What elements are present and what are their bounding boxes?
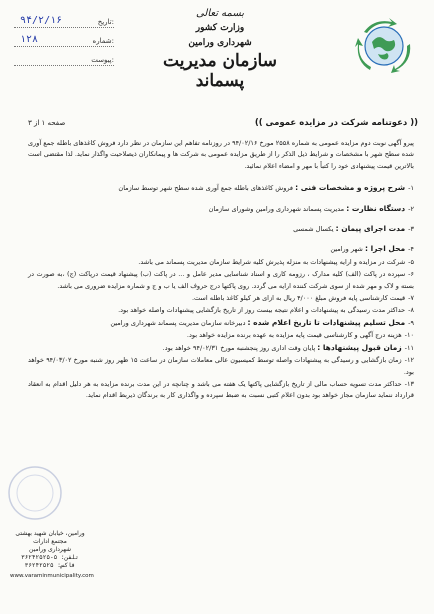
item-text: شرکت در مزایده و ارایه پیشنهادات به منزله پذیرش کلیه شرایط سازمان مدیریت پسماند می باشد. [138, 257, 406, 266]
number-value: ۱۲۸ [20, 34, 39, 45]
list-item [28, 223, 414, 235]
bismillah: بسمه تعالی [195, 8, 245, 19]
item-label: مدت اجرای پیمان : [335, 224, 406, 234]
number-row [14, 31, 114, 47]
list-item [28, 292, 414, 304]
list-item [28, 317, 414, 329]
item-number: ۱۱- [404, 343, 414, 352]
list-item [28, 182, 414, 194]
phone-number: تلفن: ۵-۳۶۲۴۲۵۲۵ [21, 554, 79, 561]
item-number: ۶- [408, 270, 414, 279]
item-number: ۵- [408, 257, 414, 266]
item-label: محل اجرا : [364, 244, 406, 254]
address-line-1: ورامین، خیابان شهید بهشتی [15, 530, 85, 537]
list-item [28, 256, 414, 268]
item-text: قیمت کارشناسی پایه فروش مبلغ ۴/۰۰۰ ریال به ازای هر کیلو کاغذ باطله است. [191, 294, 406, 303]
recycle-globe-logo [352, 14, 416, 78]
item-number: ۸- [408, 306, 414, 315]
intro-paragraph: پیرو آگهی نوبت دوم مزایده عمومی به شماره ۲۵۵۸ مورخ ۹۴/۰۲/۱۶ در روزنامه تفاهم این سازمان در نظر دارد فروش کاغذهای باطله جمع آوری شده سطح شهر با مشخصات و شرایط ذیل الذکر را از طریق مزایده عمومی به شرکت ها و پیمانکاران ذیصلاحیت واگذار نماید. لذا مقتضی است بالاترین قیمت پیشنهادی خود را کتباً با مهر و امضاء اعلام نمائید. [28, 139, 414, 170]
letterhead [140, 6, 300, 96]
ministry-line-1: وزارت کشور [195, 23, 245, 33]
list-item [28, 203, 414, 215]
ministry-line-2: شهرداری ورامین [188, 38, 252, 48]
item-text: دبیرخانه سازمان مدیریت پسماند شهرداری ورامین [110, 318, 248, 327]
item-text: پایان وقت اداری روز پنجشنبه مورخ ۹۴/۰۲/۳۱ خواهد بود. [162, 343, 318, 352]
date-row [14, 12, 114, 28]
item-text: یکسال شمسی [293, 225, 336, 234]
item-label: شرح پروژه و مشخصات فنی : [295, 183, 406, 193]
item-number: ۲- [408, 204, 414, 213]
date-value: ۹۴/۲/۱۶ [20, 15, 63, 26]
website-link[interactable]: www.varaminmunicipality.com [10, 573, 94, 579]
list-item [28, 329, 414, 341]
item-text: شهر ورامین [330, 245, 365, 254]
item-number: ۱۰- [404, 331, 414, 340]
item-number: ۷- [408, 294, 414, 303]
item-label: محل تسلیم پیشنهادات تا تاریخ اعلام شده : [247, 317, 406, 327]
item-text: هزینه درج آگهی و کارشناسی قیمت پایه مزایده به عهده برنده مزایده خواهد بود. [186, 331, 402, 340]
fax-number: فاکس: ۳۶۲۴۲۵۲۵ [24, 562, 76, 569]
organization-name: سازمان مدیریت پسماند [163, 51, 277, 91]
list-item [28, 268, 414, 292]
item-number: ۱۲- [404, 356, 414, 365]
list-item [28, 304, 414, 316]
letter-footer [10, 530, 94, 580]
document-subheading [28, 118, 418, 128]
item-text: مدیریت پسماند شهرداری ورامین وشورای سازمان [208, 204, 347, 213]
document-title: (( دعوتنامه شرکت در مزایده عمومی )) [254, 118, 418, 128]
item-text: سپرده در پاکت (الف) کلیه مدارک ، رزومه کاری و اسناد شناسایی مدیر عامل و ... در پاکت (ب) پیشنهاد قیمت درپاکت (ج) ،به صورت در بسته و لاک و مهر شده از سوی شرکت کننده ارایه می گردد. روی پاکتها درج حروف الف یا ب و ج و شماره مزایده ضروری می باشد. [28, 270, 414, 290]
item-text: فروش کاغذهای باطله جمع آوری شده سطح شهر توسط سازمان [118, 184, 296, 193]
list-item [28, 378, 414, 402]
list-item [28, 342, 414, 354]
attachment-label: پیوست: [91, 56, 114, 64]
item-text: حداکثر مدت تسویه حساب مالی از تاریخ بازگشایی پاکتها یک هفته می باشد و چنانچه در این مدت برنده مزایده به هر دلیل اقدام به انعقاد قرارداد ننماید سازمان مجاز خواهد بود بدون اعلام کتبی نسبت به ضبط سپرده و واگذاری کار به برندگان ذیربط اقدام نماید. [28, 379, 414, 400]
page-number: صفحه ۱ از ۳ [28, 119, 66, 127]
item-number: ۳- [408, 225, 414, 234]
item-label: زمان قبول پیشنهادها : [317, 342, 402, 352]
letter-meta [14, 12, 114, 69]
date-label: تاریخ: [97, 18, 114, 26]
faint-stamp-mark [4, 462, 66, 524]
item-text: زمان بازگشایی و رسیدگی به پیشنهادات واصله توسط کمیسیون عالی معاملات سازمان در ساعت ۱۵ ظهر روز شنبه مورخ ۹۴/۰۳/۰۲ خواهد بود. [28, 356, 414, 376]
item-text: حداکثر مدت رسیدگی به پیشنهادات و اعلام نتیجه بیست روز از تاریخ بازگشایی پیشنهادات واصله خواهد بود. [118, 306, 406, 315]
item-number: ۹- [408, 318, 414, 327]
item-label: دستگاه نظارت : [346, 203, 406, 213]
document-body [28, 138, 414, 402]
attachment-row [14, 50, 114, 66]
address-line-3: شهرداری ورامین [29, 546, 71, 553]
list-item [28, 354, 414, 378]
item-number: ۱۳- [404, 379, 414, 388]
number-label: شماره: [92, 37, 114, 45]
item-number: ۱- [408, 184, 414, 193]
item-number: ۴- [408, 245, 414, 254]
address-line-2: مجتمع ادارات [33, 538, 67, 545]
list-item [28, 243, 414, 255]
